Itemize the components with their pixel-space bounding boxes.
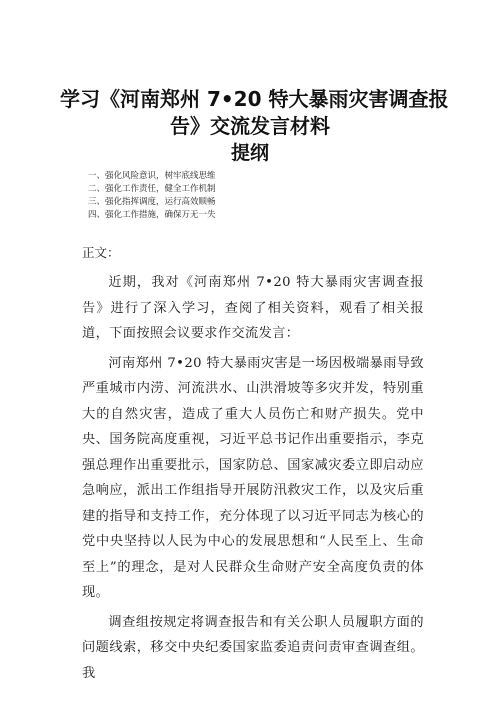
document-title <box>60 86 449 140</box>
body-paragraph: 河南郑州 7•20 特大暴雨灾害是一场因极端暴雨导致严重城市内涝、河流洪水、山洪滑坡等多灾并发，特别重大的自然灾害，造成了重大人员伤亡和财产损失。党中央、国务院高度重视，习近平总书记作出重要指示，李克强总理作出重要批示，国家防总、国家减灾委立即启动应急响应，派出工作组指导开展防汛救灾工作，以及灾后重建的指导和支持工作，充分体现了以习近平同志为核心的党中央坚持以人民为中心的发展思想和“人民至上、生命至上”的理念，是对人民群众生命财产安全高度负责的体现。 <box>82 355 424 600</box>
outline-item: 一、强化风险意识，树牢底线思维 <box>88 171 216 181</box>
outline-item: 二、强化工作责任，健全工作机制 <box>88 184 216 194</box>
body-text <box>82 270 424 690</box>
body-paragraph: 近期，我对《河南郑州 7•20 特大暴雨灾害调查报告》进行了深入学习，查阅了相关资料，观看了相关报道，下面按照会议要求作交流发言： <box>82 275 424 341</box>
title-line-1: 学习《河南郑州 7•20 特大暴雨灾害调查报 <box>60 87 449 111</box>
outline-item: 四、强化工作措施，确保万无一失 <box>88 210 216 220</box>
body-paragraph: 调查组按规定将调查报告和有关公职人员履职方面的问题线索，移交中央纪委国家监委追责问责审查调查组。我 <box>82 614 424 681</box>
title-line-2: 告》交流发言材料 <box>170 114 330 138</box>
outline-heading: 提纲 <box>230 142 269 164</box>
outline-list <box>88 170 216 222</box>
outline-item: 三、强化指挥调度，运行高效顺畅 <box>88 197 216 207</box>
body-label: 正文： <box>82 245 120 260</box>
